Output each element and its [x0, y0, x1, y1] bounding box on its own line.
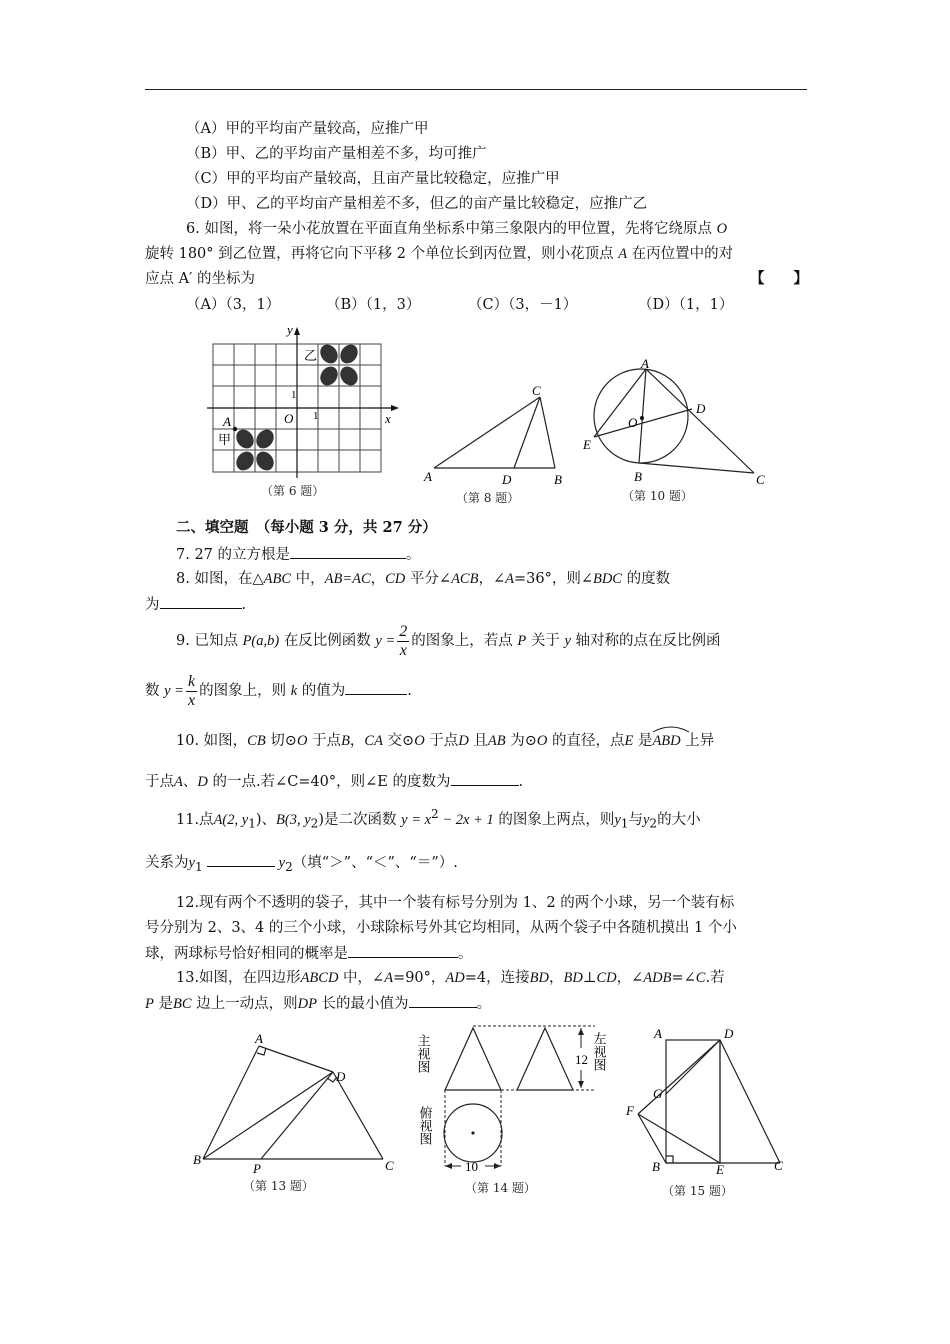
- label-b: B: [652, 1159, 660, 1174]
- label-c: C: [756, 472, 765, 487]
- label-a: A: [255, 1031, 263, 1046]
- top-view-label: 俯视图: [417, 1106, 433, 1145]
- q10-line-2: 于点A、D 的一点.若∠C=40°，则∠E 的度数为 .: [145, 771, 523, 792]
- label-jia: 甲: [218, 432, 232, 447]
- q5-option-d: （D）甲、乙的平均亩产量相差不多，但乙的亩产量比较稳定，应推广乙: [186, 196, 648, 212]
- q6-line-3: 应点 A′ 的坐标为: [145, 271, 255, 287]
- label-c: C: [532, 383, 541, 398]
- q6-line-2: 旋转 180° 到乙位置，再将它向下平移 2 个单位长到丙位置，则小花顶点 A 在丙位置中的对: [145, 246, 734, 262]
- label-e: E: [583, 437, 591, 452]
- fig14-caption: （第 14 题）: [465, 1181, 536, 1195]
- figure-13: [185, 1028, 405, 1203]
- q5-option-c: （C）甲的平均亩产量较高，且亩产量比较稳定，应推广甲: [186, 171, 560, 187]
- q6-option-a: （A）（3，1）: [186, 297, 281, 313]
- fig8-caption: （第 8 题）: [456, 491, 520, 505]
- label-b: B: [193, 1152, 201, 1167]
- label-a: A: [424, 469, 432, 484]
- label-o: O: [284, 411, 294, 426]
- height-label: 12: [575, 1052, 588, 1067]
- dim-arrow-down-icon: [578, 1081, 584, 1088]
- label-d: D: [336, 1069, 346, 1084]
- label-a: A: [641, 356, 649, 371]
- q12-line-2: 号分别为 2、3、4 的三个小球，小球除标号外其它均相同，从两个袋子中各随机摸出 1 个小: [145, 920, 737, 936]
- label-e: E: [716, 1162, 724, 1177]
- figure-10: [580, 355, 780, 510]
- answer-bracket: 【 】: [750, 270, 808, 287]
- q13-line-2: P 是BC 边上一动点，则DP 长的最小值为 。: [145, 993, 491, 1014]
- label-yi: 乙: [304, 348, 318, 363]
- fig10-caption: （第 10 题）: [622, 489, 693, 503]
- label-c: C: [774, 1158, 783, 1173]
- figure-8: [420, 380, 580, 510]
- label-c: C: [385, 1158, 394, 1173]
- q11-line-1: 11.点A(2, $y_1$)、B(3, $y_2$)是二次函数 $y = x^2 - 2x + 1$ 的图象上两点，则$y_1$与$y_2$的大小: [176, 807, 701, 831]
- dim-arrow-left-icon: [445, 1163, 452, 1169]
- q7: 7. 27 的立方根是 。: [176, 544, 421, 565]
- header-rule: [145, 89, 807, 90]
- q9-line-1: 9. 已知点 P(a,b) 在反比例函数 y = $\frac{2}{x}$ 的图象上，若点 P 关于 y 轴对称的点在反比例函: [176, 622, 721, 659]
- fraction-2-over-x: $\frac{2}{x}$: [399, 622, 408, 659]
- q8-line-1: 8. 如图，在△ABC 中，AB=AC，CD 平分∠ACB，∠A=36°，则∠BDC 的度数: [176, 571, 671, 587]
- label-y: y: [287, 322, 293, 337]
- q10-line-1: 10. 如图，CB 切⊙O 于点B，CA 交⊙O 于点D 且AB 为⊙O 的直径，点E 是 ABD 上异: [176, 731, 714, 751]
- label-o: O: [628, 415, 638, 430]
- label-one-y: 1: [291, 389, 297, 401]
- q12-line-3: 球，两球标号恰好相同的概率是 。: [145, 943, 473, 964]
- q6-option-d: （D）（1，1）: [638, 297, 734, 313]
- q9-line-2: 数 y = $\frac{k}{x}$ 的图象上，则 k 的值为 .: [145, 672, 412, 709]
- label-a: A: [654, 1026, 662, 1041]
- label-p: P: [253, 1161, 261, 1176]
- q13-line-1: 13.如图，在四边形ABCD 中，∠A=90°，AD=4，连接BD，BD⊥CD，∠ADB=∠C.若: [176, 970, 725, 986]
- label-a: A: [223, 414, 231, 429]
- width-label: 10: [465, 1159, 478, 1174]
- dim-arrow-up-icon: [578, 1028, 584, 1035]
- front-view-label: 主视图: [415, 1034, 431, 1073]
- label-f: F: [626, 1103, 634, 1118]
- point-a-dot: [233, 427, 237, 431]
- circle-center-dot: [471, 1131, 474, 1134]
- label-d: D: [502, 472, 512, 487]
- q5-option-b: （B）甲、乙的平均亩产量相差不多，均可推广: [186, 146, 487, 162]
- figure-15: [620, 1022, 800, 1207]
- label-b: B: [554, 472, 562, 487]
- fraction-k-over-x: $\frac{k}{x}$: [187, 672, 196, 709]
- label-b: B: [634, 469, 642, 484]
- q12-line-1: 12.现有两个不透明的袋子，其中一个装有标号分别为 1、2 的两个小球，另一个装有标: [176, 895, 735, 911]
- label-one-x: 1: [313, 410, 319, 422]
- y-axis-arrow-icon: [294, 327, 300, 335]
- q11-line-2: 关系为$y_1$ $y_2$（填“＞”、“＜”、“＝”）.: [145, 852, 458, 877]
- label-x: x: [385, 411, 391, 426]
- figure-14: [405, 1020, 625, 1205]
- q6-line-1: 6. 如图，将一朵小花放置在平面直角坐标系中第三象限内的甲位置，先将它绕原点 O: [186, 221, 728, 237]
- label-g: G: [653, 1086, 663, 1101]
- arc-abd: ABD: [652, 731, 680, 751]
- side-view-label: 左视图: [591, 1032, 607, 1071]
- label-d: D: [696, 401, 706, 416]
- section-2-title: 二、填空题 （每小题 3 分，共 27 分）: [176, 519, 437, 536]
- q8-line-2: 为 .: [145, 594, 246, 615]
- arc-mark-icon: [652, 725, 690, 733]
- dim-arrow-right-icon: [494, 1163, 501, 1169]
- fig6-caption: （第 6 题）: [261, 484, 325, 498]
- q6-option-c: （C）（3，－1）: [468, 297, 578, 313]
- figure-6: [205, 320, 405, 510]
- q6-option-b: （B）（1，3）: [326, 297, 421, 313]
- fig15-caption: （第 15 题）: [662, 1184, 733, 1198]
- center-dot: [640, 416, 644, 420]
- x-axis-arrow-icon: [391, 405, 399, 411]
- label-d: D: [724, 1026, 734, 1041]
- fig13-caption: （第 13 题）: [243, 1179, 314, 1193]
- q5-option-a: （A）甲的平均亩产量较高，应推广甲: [186, 121, 429, 137]
